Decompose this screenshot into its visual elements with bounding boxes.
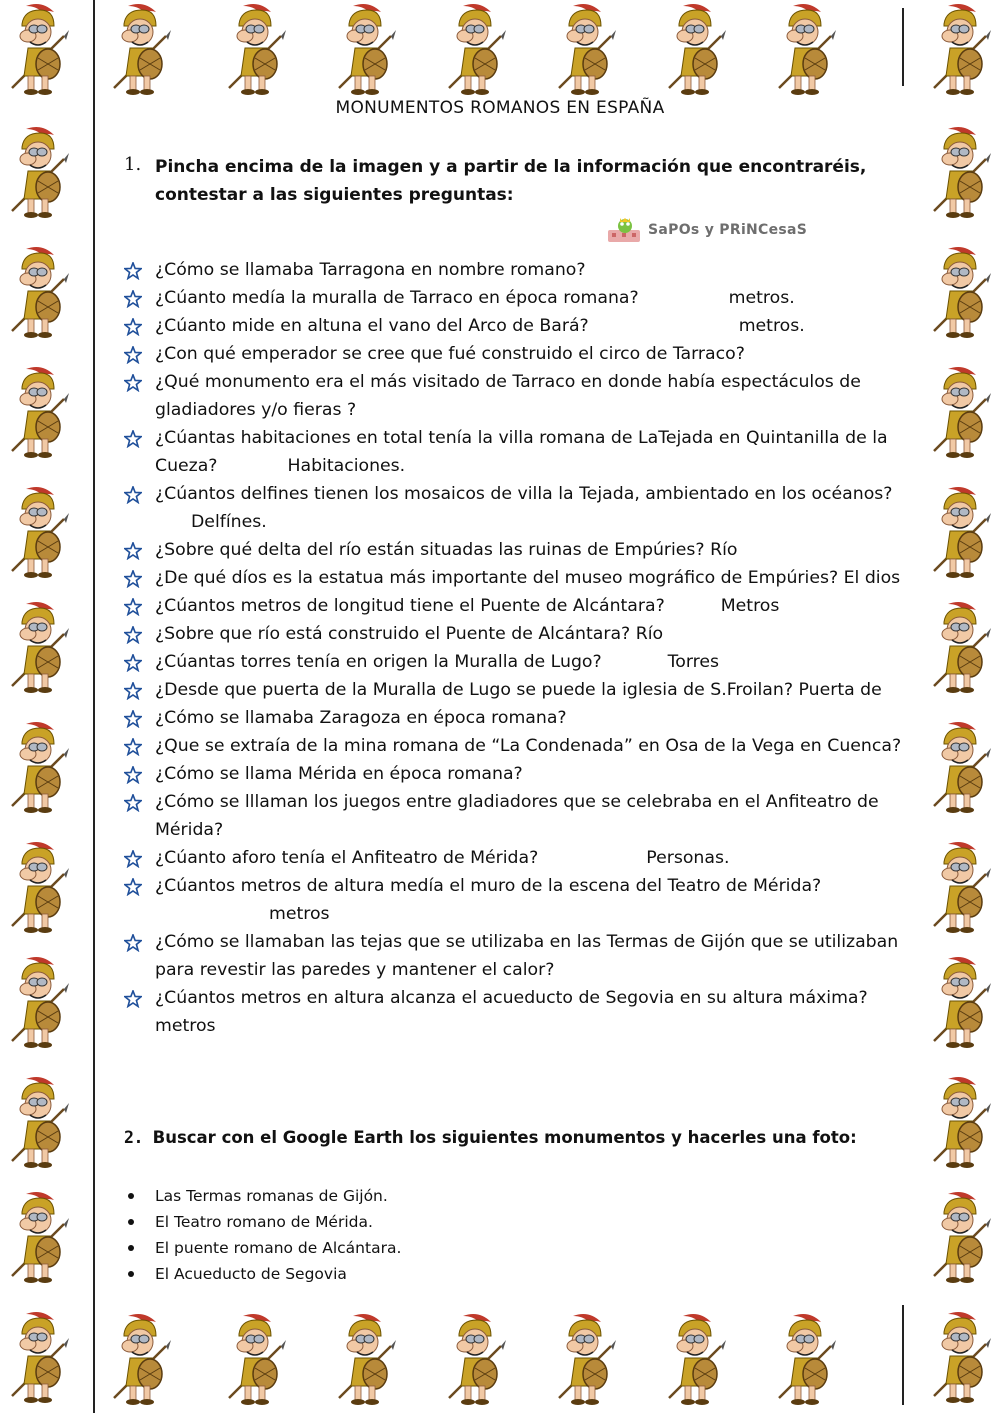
roman-soldier-icon: [775, 2, 837, 98]
roman-soldier-icon: [8, 245, 70, 341]
logo-text: SaPOs y PRiNCesaS: [648, 222, 808, 238]
roman-soldier-icon: [930, 485, 992, 581]
roman-soldier-icon: [930, 720, 992, 816]
question-item: [124, 648, 914, 676]
sapos-y-princesas-logo[interactable]: [606, 218, 808, 244]
roman-soldier-icon: [225, 1312, 287, 1408]
star-bullet-icon: [124, 541, 142, 559]
question-text: ¿Cómo se lllaman los juegos entre gladiadores que se celebraba en el Anfiteatro de Mérida?: [155, 792, 879, 840]
answer-unit: Habitaciones.: [287, 456, 406, 476]
question-item: [124, 256, 914, 284]
star-bullet-icon: [124, 681, 142, 699]
page-title: MONUMENTOS ROMANOS EN ESPAÑA: [335, 98, 665, 118]
star-bullet-icon: [124, 373, 142, 391]
star-bullet-icon: [124, 737, 142, 755]
monument-item: [124, 1183, 401, 1209]
question-item: [124, 284, 914, 312]
star-bullet-icon: [124, 765, 142, 783]
question-text: ¿Cúantos delfines tienen los mosaicos de villa la Tejada, ambientado en los océanos?: [155, 484, 893, 504]
bullet-dot-icon: [128, 1193, 134, 1199]
star-bullet-icon: [124, 429, 142, 447]
roman-soldier-icon: [555, 1312, 617, 1408]
star-bullet-icon: [124, 289, 142, 307]
question-text: ¿Cúanto medía la muralla de Tarraco en época romana?: [155, 288, 639, 308]
star-bullet-icon: [124, 625, 142, 643]
question-item: [124, 424, 914, 480]
roman-soldier-icon: [8, 1310, 70, 1406]
answer-unit: Metros: [720, 596, 780, 616]
question-text: ¿Cómo se llamaba Tarragona en nombre romano?: [155, 260, 586, 280]
question-item: [124, 704, 914, 732]
question-item: [124, 928, 914, 984]
roman-soldier-icon: [8, 365, 70, 461]
answer-unit: metros.: [738, 316, 805, 336]
section-2-heading: [124, 1128, 857, 1147]
monument-list: [124, 1183, 401, 1287]
roman-soldier-icon: [555, 2, 617, 98]
roman-soldier-icon: [775, 1312, 837, 1408]
question-item: [124, 312, 914, 340]
roman-soldier-icon: [930, 1190, 992, 1286]
answer-unit: Torres: [667, 652, 720, 672]
border-line-right-top: [902, 8, 904, 86]
roman-soldier-icon: [8, 720, 70, 816]
answer-unit: Delfínes.: [191, 512, 267, 532]
section-2-number: 2.: [124, 1128, 144, 1147]
roman-soldier-icon: [445, 1312, 507, 1408]
question-text: ¿Cúantos metros en altura alcanza el acueducto de Segovia en su altura máxima?: [155, 988, 868, 1008]
bullet-dot-icon: [128, 1219, 134, 1225]
question-text: ¿Con qué emperador se cree que fué construido el circo de Tarraco?: [155, 344, 745, 364]
question-text: ¿Sobre que río está construido el Puente de Alcántara? Río: [155, 624, 664, 644]
section-2-instruction: Buscar con el Google Earth los siguientes monumentos y hacerles una foto:: [152, 1128, 857, 1147]
roman-soldier-icon: [930, 245, 992, 341]
star-bullet-icon: [124, 793, 142, 811]
question-item: [124, 676, 914, 704]
roman-soldier-icon: [930, 365, 992, 461]
roman-soldier-icon: [930, 1310, 992, 1406]
star-bullet-icon: [124, 933, 142, 951]
star-bullet-icon: [124, 569, 142, 587]
question-text: ¿Sobre qué delta del río están situadas las ruinas de Empúries? Río: [155, 540, 738, 560]
roman-soldier-icon: [8, 125, 70, 221]
question-text: ¿Qué monumento era el más visitado de Tarraco en donde había espectáculos de gladiadores y/o fieras ?: [155, 372, 861, 420]
question-text: ¿Cúantos metros de altura medía el muro de la escena del Teatro de Mérida?: [155, 876, 822, 896]
question-item: [124, 340, 914, 368]
question-text: ¿Cúantas habitaciones en total tenía la villa romana de LaTejada en Quintanilla de la Cueza?: [155, 428, 888, 476]
roman-soldier-icon: [335, 1312, 397, 1408]
roman-soldier-icon: [110, 2, 172, 98]
roman-soldier-icon: [930, 2, 992, 98]
roman-soldier-icon: [930, 600, 992, 696]
question-item: [124, 984, 914, 1040]
question-item: [124, 368, 914, 424]
roman-soldier-icon: [445, 2, 507, 98]
star-bullet-icon: [124, 653, 142, 671]
question-item: [124, 844, 914, 872]
question-item: [124, 620, 914, 648]
monument-item: [124, 1235, 401, 1261]
roman-soldier-icon: [930, 955, 992, 1051]
monument-item: [124, 1261, 401, 1287]
question-text: ¿Desde que puerta de la Muralla de Lugo se puede la iglesia de S.Froilan? Puerta de: [155, 680, 882, 700]
monument-item: [124, 1209, 401, 1235]
monument-text: Las Termas romanas de Gijón.: [155, 1187, 388, 1205]
question-text: ¿De qué díos es la estatua más importante del museo mográfico de Empúries? El dios: [155, 568, 901, 588]
star-bullet-icon: [124, 485, 142, 503]
frog-prince-icon: [606, 218, 646, 244]
border-line-right-bottom: [902, 1305, 904, 1405]
answer-unit: metros: [269, 904, 330, 924]
question-text: ¿Cómo se llama Mérida en época romana?: [155, 764, 523, 784]
roman-soldier-icon: [930, 840, 992, 936]
star-bullet-icon: [124, 317, 142, 335]
star-bullet-icon: [124, 849, 142, 867]
question-text: ¿Cúantos metros de longitud tiene el Puente de Alcántara?: [155, 596, 665, 616]
answer-unit: metros.: [728, 288, 795, 308]
question-text: ¿Cúanto aforo tenía el Anfiteatro de Mérida?: [155, 848, 539, 868]
question-item: [124, 564, 914, 592]
star-bullet-icon: [124, 345, 142, 363]
question-item: [124, 872, 914, 928]
bullet-dot-icon: [128, 1271, 134, 1277]
question-item: [124, 592, 914, 620]
roman-soldier-icon: [930, 1075, 992, 1171]
question-text: ¿Cómo se llamaban las tejas que se utilizaba en las Termas de Gijón que se utilizaban para revestir las paredes y mantener el calor?: [155, 932, 899, 980]
star-bullet-icon: [124, 709, 142, 727]
roman-soldier-icon: [335, 2, 397, 98]
border-line-left: [93, 0, 95, 1413]
roman-soldier-icon: [8, 840, 70, 936]
question-list: [124, 256, 914, 1040]
question-text: ¿Cúantas torres tenía en origen la Muralla de Lugo?: [155, 652, 602, 672]
roman-soldier-icon: [8, 955, 70, 1051]
roman-soldier-icon: [110, 1312, 172, 1408]
star-bullet-icon: [124, 877, 142, 895]
monument-text: El Teatro romano de Mérida.: [155, 1213, 373, 1231]
roman-soldier-icon: [8, 2, 70, 98]
bullet-dot-icon: [128, 1245, 134, 1251]
monument-text: El Acueducto de Segovia: [155, 1265, 347, 1283]
roman-soldier-icon: [8, 485, 70, 581]
roman-soldier-icon: [8, 1075, 70, 1171]
roman-soldier-icon: [8, 600, 70, 696]
roman-soldier-icon: [665, 1312, 727, 1408]
question-text: ¿Cúanto mide en altuna el vano del Arco de Bará?: [155, 316, 589, 336]
question-item: [124, 480, 914, 536]
section-1-instruction: Pincha encima de la imagen y a partir de la información que encontraréis, contestar a las siguientes preguntas:: [155, 157, 867, 205]
question-item: [124, 788, 914, 844]
star-bullet-icon: [124, 989, 142, 1007]
monument-text: El puente romano de Alcántara.: [155, 1239, 402, 1257]
question-text: ¿Cómo se llamaba Zaragoza en época romana?: [155, 708, 567, 728]
star-bullet-icon: [124, 597, 142, 615]
section-1-number: 1.: [124, 154, 142, 175]
answer-unit: Personas.: [646, 848, 730, 868]
roman-soldier-icon: [8, 1190, 70, 1286]
roman-soldier-icon: [665, 2, 727, 98]
star-bullet-icon: [124, 261, 142, 279]
roman-soldier-icon: [225, 2, 287, 98]
question-text: ¿Que se extraía de la mina romana de “La Condenada” en Osa de la Vega en Cuenca?: [155, 736, 902, 756]
question-item: [124, 760, 914, 788]
question-item: [124, 732, 914, 760]
roman-soldier-icon: [930, 125, 992, 221]
question-item: [124, 536, 914, 564]
answer-unit: metros: [155, 1016, 216, 1036]
